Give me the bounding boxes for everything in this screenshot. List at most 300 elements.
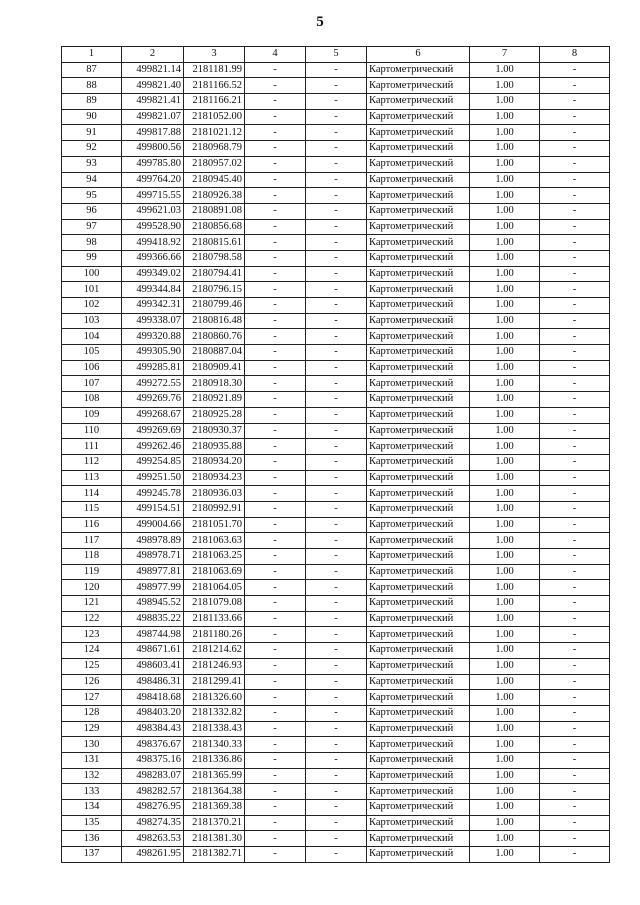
- table-row: [62, 109, 610, 125]
- point-number-cell: 109: [62, 407, 122, 423]
- column-header: 7: [470, 47, 540, 63]
- method-cell: Картометрический: [367, 674, 470, 690]
- column-8-cell: -: [540, 768, 610, 784]
- table-row: [62, 705, 610, 721]
- method-cell: Картометрический: [367, 266, 470, 282]
- x-coordinate-cell: 499349.02: [122, 266, 184, 282]
- column-5-cell: -: [306, 188, 367, 204]
- x-coordinate-cell: 498418.68: [122, 690, 184, 706]
- column-8-cell: -: [540, 533, 610, 549]
- method-cell: Картометрический: [367, 439, 470, 455]
- column-4-cell: -: [245, 282, 306, 298]
- accuracy-cell: 1.00: [470, 235, 540, 251]
- column-8-cell: -: [540, 815, 610, 831]
- method-cell: Картометрический: [367, 690, 470, 706]
- table-row: [62, 800, 610, 816]
- accuracy-cell: 1.00: [470, 203, 540, 219]
- column-4-cell: -: [245, 329, 306, 345]
- y-coordinate-cell: 2180936.03: [184, 486, 245, 502]
- method-cell: Картометрический: [367, 109, 470, 125]
- method-cell: Картометрический: [367, 235, 470, 251]
- column-5-cell: -: [306, 549, 367, 565]
- column-5-cell: -: [306, 737, 367, 753]
- column-8-cell: -: [540, 831, 610, 847]
- y-coordinate-cell: 2181340.33: [184, 737, 245, 753]
- accuracy-cell: 1.00: [470, 78, 540, 94]
- x-coordinate-cell: 498977.81: [122, 564, 184, 580]
- column-8-cell: -: [540, 501, 610, 517]
- table-row: [62, 94, 610, 110]
- column-header: 2: [122, 47, 184, 63]
- column-5-cell: -: [306, 658, 367, 674]
- x-coordinate-cell: 499154.51: [122, 501, 184, 517]
- method-cell: Картометрический: [367, 752, 470, 768]
- column-5-cell: -: [306, 752, 367, 768]
- page-number: 5: [316, 14, 324, 30]
- method-cell: Картометрический: [367, 768, 470, 784]
- x-coordinate-cell: 499262.46: [122, 439, 184, 455]
- accuracy-cell: 1.00: [470, 815, 540, 831]
- column-4-cell: -: [245, 847, 306, 863]
- x-coordinate-cell: 499285.81: [122, 360, 184, 376]
- column-8-cell: -: [540, 486, 610, 502]
- table-row: [62, 549, 610, 565]
- table-row: [62, 454, 610, 470]
- column-5-cell: -: [306, 847, 367, 863]
- column-5-cell: -: [306, 266, 367, 282]
- y-coordinate-cell: 2180798.58: [184, 250, 245, 266]
- method-cell: Картометрический: [367, 392, 470, 408]
- x-coordinate-cell: 498945.52: [122, 596, 184, 612]
- x-coordinate-cell: 498274.35: [122, 815, 184, 831]
- point-number-cell: 116: [62, 517, 122, 533]
- column-8-cell: -: [540, 329, 610, 345]
- point-number-cell: 126: [62, 674, 122, 690]
- method-cell: Картометрический: [367, 172, 470, 188]
- table-row: [62, 250, 610, 266]
- table-row: [62, 721, 610, 737]
- y-coordinate-cell: 2181369.38: [184, 800, 245, 816]
- point-number-cell: 93: [62, 156, 122, 172]
- accuracy-cell: 1.00: [470, 62, 540, 78]
- y-coordinate-cell: 2180816.48: [184, 313, 245, 329]
- x-coordinate-cell: 499821.40: [122, 78, 184, 94]
- column-5-cell: -: [306, 533, 367, 549]
- column-8-cell: -: [540, 407, 610, 423]
- table-row: [62, 611, 610, 627]
- y-coordinate-cell: 2181299.41: [184, 674, 245, 690]
- x-coordinate-cell: 498282.57: [122, 784, 184, 800]
- column-4-cell: -: [245, 78, 306, 94]
- column-8-cell: -: [540, 156, 610, 172]
- x-coordinate-cell: 499268.67: [122, 407, 184, 423]
- column-5-cell: -: [306, 62, 367, 78]
- y-coordinate-cell: 2180934.20: [184, 454, 245, 470]
- column-4-cell: -: [245, 752, 306, 768]
- y-coordinate-cell: 2180992.91: [184, 501, 245, 517]
- column-5-cell: -: [306, 360, 367, 376]
- column-8-cell: -: [540, 658, 610, 674]
- x-coordinate-cell: 499305.90: [122, 345, 184, 361]
- column-5-cell: -: [306, 141, 367, 157]
- table-row: [62, 439, 610, 455]
- column-5-cell: -: [306, 219, 367, 235]
- point-number-cell: 96: [62, 203, 122, 219]
- y-coordinate-cell: 2181063.25: [184, 549, 245, 565]
- method-cell: Картометрический: [367, 800, 470, 816]
- column-4-cell: -: [245, 580, 306, 596]
- column-5-cell: -: [306, 501, 367, 517]
- accuracy-cell: 1.00: [470, 517, 540, 533]
- accuracy-cell: 1.00: [470, 266, 540, 282]
- accuracy-cell: 1.00: [470, 109, 540, 125]
- point-number-cell: 120: [62, 580, 122, 596]
- point-number-cell: 110: [62, 423, 122, 439]
- table-row: [62, 188, 610, 204]
- column-4-cell: -: [245, 533, 306, 549]
- column-5-cell: -: [306, 329, 367, 345]
- method-cell: Картометрический: [367, 250, 470, 266]
- x-coordinate-cell: 499817.88: [122, 125, 184, 141]
- method-cell: Картометрический: [367, 705, 470, 721]
- point-number-cell: 104: [62, 329, 122, 345]
- x-coordinate-cell: 499254.85: [122, 454, 184, 470]
- x-coordinate-cell: 498744.98: [122, 627, 184, 643]
- column-5-cell: -: [306, 235, 367, 251]
- column-4-cell: -: [245, 596, 306, 612]
- accuracy-cell: 1.00: [470, 439, 540, 455]
- method-cell: Картометрический: [367, 721, 470, 737]
- method-cell: Картометрический: [367, 549, 470, 565]
- column-8-cell: -: [540, 392, 610, 408]
- method-cell: Картометрический: [367, 282, 470, 298]
- x-coordinate-cell: 499621.03: [122, 203, 184, 219]
- accuracy-cell: 1.00: [470, 690, 540, 706]
- column-5-cell: -: [306, 454, 367, 470]
- y-coordinate-cell: 2181133.66: [184, 611, 245, 627]
- point-number-cell: 128: [62, 705, 122, 721]
- point-number-cell: 133: [62, 784, 122, 800]
- column-8-cell: -: [540, 721, 610, 737]
- table-header-row: [62, 47, 610, 63]
- column-8-cell: -: [540, 784, 610, 800]
- accuracy-cell: 1.00: [470, 345, 540, 361]
- x-coordinate-cell: 499272.55: [122, 376, 184, 392]
- x-coordinate-cell: 499251.50: [122, 470, 184, 486]
- column-8-cell: -: [540, 250, 610, 266]
- column-4-cell: -: [245, 705, 306, 721]
- y-coordinate-cell: 2181021.12: [184, 125, 245, 141]
- y-coordinate-cell: 2181064.05: [184, 580, 245, 596]
- column-8-cell: -: [540, 219, 610, 235]
- point-number-cell: 135: [62, 815, 122, 831]
- column-4-cell: -: [245, 674, 306, 690]
- column-4-cell: -: [245, 517, 306, 533]
- table-row: [62, 815, 610, 831]
- column-4-cell: -: [245, 768, 306, 784]
- column-5-cell: -: [306, 690, 367, 706]
- column-5-cell: -: [306, 627, 367, 643]
- y-coordinate-cell: 2180925.28: [184, 407, 245, 423]
- point-number-cell: 100: [62, 266, 122, 282]
- point-number-cell: 98: [62, 235, 122, 251]
- column-4-cell: -: [245, 815, 306, 831]
- column-5-cell: -: [306, 470, 367, 486]
- column-4-cell: -: [245, 345, 306, 361]
- method-cell: Картометрический: [367, 517, 470, 533]
- column-5-cell: -: [306, 721, 367, 737]
- table-row: [62, 298, 610, 314]
- column-5-cell: -: [306, 580, 367, 596]
- column-header: 4: [245, 47, 306, 63]
- table-row: [62, 313, 610, 329]
- table-row: [62, 329, 610, 345]
- y-coordinate-cell: 2180968.79: [184, 141, 245, 157]
- column-4-cell: -: [245, 643, 306, 659]
- x-coordinate-cell: 499821.41: [122, 94, 184, 110]
- point-number-cell: 127: [62, 690, 122, 706]
- point-number-cell: 102: [62, 298, 122, 314]
- point-number-cell: 115: [62, 501, 122, 517]
- table-row: [62, 737, 610, 753]
- table-row: [62, 219, 610, 235]
- point-number-cell: 134: [62, 800, 122, 816]
- method-cell: Картометрический: [367, 737, 470, 753]
- column-8-cell: -: [540, 705, 610, 721]
- accuracy-cell: 1.00: [470, 219, 540, 235]
- column-4-cell: -: [245, 360, 306, 376]
- method-cell: Картометрический: [367, 188, 470, 204]
- y-coordinate-cell: 2181051.70: [184, 517, 245, 533]
- point-number-cell: 108: [62, 392, 122, 408]
- column-5-cell: -: [306, 407, 367, 423]
- method-cell: Картометрический: [367, 141, 470, 157]
- column-4-cell: -: [245, 784, 306, 800]
- table-body: [62, 62, 610, 862]
- y-coordinate-cell: 2181364.38: [184, 784, 245, 800]
- x-coordinate-cell: 499004.66: [122, 517, 184, 533]
- column-8-cell: -: [540, 580, 610, 596]
- table-row: [62, 658, 610, 674]
- point-number-cell: 131: [62, 752, 122, 768]
- method-cell: Картометрический: [367, 219, 470, 235]
- y-coordinate-cell: 2180860.76: [184, 329, 245, 345]
- column-4-cell: -: [245, 250, 306, 266]
- y-coordinate-cell: 2181052.00: [184, 109, 245, 125]
- method-cell: Картометрический: [367, 815, 470, 831]
- column-8-cell: -: [540, 266, 610, 282]
- point-number-cell: 90: [62, 109, 122, 125]
- column-4-cell: -: [245, 423, 306, 439]
- x-coordinate-cell: 498978.89: [122, 533, 184, 549]
- point-number-cell: 92: [62, 141, 122, 157]
- point-number-cell: 99: [62, 250, 122, 266]
- x-coordinate-cell: 499344.84: [122, 282, 184, 298]
- y-coordinate-cell: 2180934.23: [184, 470, 245, 486]
- x-coordinate-cell: 498671.61: [122, 643, 184, 659]
- y-coordinate-cell: 2181079.08: [184, 596, 245, 612]
- column-5-cell: -: [306, 517, 367, 533]
- column-4-cell: -: [245, 109, 306, 125]
- method-cell: Картометрический: [367, 847, 470, 863]
- point-number-cell: 114: [62, 486, 122, 502]
- y-coordinate-cell: 2181180.26: [184, 627, 245, 643]
- column-8-cell: -: [540, 360, 610, 376]
- column-5-cell: -: [306, 78, 367, 94]
- column-8-cell: -: [540, 690, 610, 706]
- method-cell: Картометрический: [367, 580, 470, 596]
- coordinates-table: [61, 46, 610, 863]
- accuracy-cell: 1.00: [470, 392, 540, 408]
- table-row: [62, 78, 610, 94]
- method-cell: Картометрический: [367, 156, 470, 172]
- x-coordinate-cell: 499366.66: [122, 250, 184, 266]
- point-number-cell: 130: [62, 737, 122, 753]
- column-8-cell: -: [540, 674, 610, 690]
- column-5-cell: -: [306, 674, 367, 690]
- table-row: [62, 376, 610, 392]
- y-coordinate-cell: 2180815.61: [184, 235, 245, 251]
- column-8-cell: -: [540, 298, 610, 314]
- table-row: [62, 266, 610, 282]
- column-8-cell: -: [540, 282, 610, 298]
- point-number-cell: 119: [62, 564, 122, 580]
- accuracy-cell: 1.00: [470, 188, 540, 204]
- point-number-cell: 101: [62, 282, 122, 298]
- point-number-cell: 105: [62, 345, 122, 361]
- column-5-cell: -: [306, 250, 367, 266]
- accuracy-cell: 1.00: [470, 831, 540, 847]
- method-cell: Картометрический: [367, 533, 470, 549]
- column-4-cell: -: [245, 800, 306, 816]
- column-4-cell: -: [245, 407, 306, 423]
- point-number-cell: 111: [62, 439, 122, 455]
- accuracy-cell: 1.00: [470, 407, 540, 423]
- y-coordinate-cell: 2180856.68: [184, 219, 245, 235]
- column-4-cell: -: [245, 203, 306, 219]
- accuracy-cell: 1.00: [470, 454, 540, 470]
- x-coordinate-cell: 498263.53: [122, 831, 184, 847]
- column-8-cell: -: [540, 643, 610, 659]
- column-8-cell: -: [540, 439, 610, 455]
- point-number-cell: 113: [62, 470, 122, 486]
- method-cell: Картометрический: [367, 611, 470, 627]
- y-coordinate-cell: 2180887.04: [184, 345, 245, 361]
- column-5-cell: -: [306, 439, 367, 455]
- column-4-cell: -: [245, 94, 306, 110]
- column-5-cell: -: [306, 815, 367, 831]
- y-coordinate-cell: 2181214.62: [184, 643, 245, 659]
- column-5-cell: -: [306, 486, 367, 502]
- point-number-cell: 129: [62, 721, 122, 737]
- column-5-cell: -: [306, 313, 367, 329]
- column-8-cell: -: [540, 564, 610, 580]
- x-coordinate-cell: 498261.95: [122, 847, 184, 863]
- column-8-cell: -: [540, 627, 610, 643]
- table-row: [62, 345, 610, 361]
- column-4-cell: -: [245, 141, 306, 157]
- accuracy-cell: 1.00: [470, 172, 540, 188]
- x-coordinate-cell: 498835.22: [122, 611, 184, 627]
- y-coordinate-cell: 2181326.60: [184, 690, 245, 706]
- accuracy-cell: 1.00: [470, 423, 540, 439]
- method-cell: Картометрический: [367, 407, 470, 423]
- point-number-cell: 118: [62, 549, 122, 565]
- x-coordinate-cell: 498403.20: [122, 705, 184, 721]
- column-4-cell: -: [245, 690, 306, 706]
- accuracy-cell: 1.00: [470, 580, 540, 596]
- y-coordinate-cell: 2181381.30: [184, 831, 245, 847]
- x-coordinate-cell: 499418.92: [122, 235, 184, 251]
- column-4-cell: -: [245, 486, 306, 502]
- x-coordinate-cell: 498384.43: [122, 721, 184, 737]
- column-8-cell: -: [540, 313, 610, 329]
- column-5-cell: -: [306, 156, 367, 172]
- column-5-cell: -: [306, 800, 367, 816]
- y-coordinate-cell: 2180921.89: [184, 392, 245, 408]
- column-4-cell: -: [245, 313, 306, 329]
- column-4-cell: -: [245, 658, 306, 674]
- column-header: 5: [306, 47, 367, 63]
- method-cell: Картометрический: [367, 470, 470, 486]
- method-cell: Картометрический: [367, 345, 470, 361]
- column-8-cell: -: [540, 800, 610, 816]
- column-8-cell: -: [540, 596, 610, 612]
- column-8-cell: -: [540, 847, 610, 863]
- point-number-cell: 137: [62, 847, 122, 863]
- point-number-cell: 94: [62, 172, 122, 188]
- accuracy-cell: 1.00: [470, 549, 540, 565]
- column-8-cell: -: [540, 141, 610, 157]
- column-4-cell: -: [245, 392, 306, 408]
- table-row: [62, 62, 610, 78]
- x-coordinate-cell: 498376.67: [122, 737, 184, 753]
- y-coordinate-cell: 2180794.41: [184, 266, 245, 282]
- accuracy-cell: 1.00: [470, 611, 540, 627]
- table-row: [62, 752, 610, 768]
- point-number-cell: 88: [62, 78, 122, 94]
- table-row: [62, 831, 610, 847]
- table-row: [62, 172, 610, 188]
- accuracy-cell: 1.00: [470, 627, 540, 643]
- method-cell: Картометрический: [367, 203, 470, 219]
- column-5-cell: -: [306, 172, 367, 188]
- accuracy-cell: 1.00: [470, 376, 540, 392]
- column-5-cell: -: [306, 109, 367, 125]
- column-8-cell: -: [540, 109, 610, 125]
- y-coordinate-cell: 2181370.21: [184, 815, 245, 831]
- column-5-cell: -: [306, 564, 367, 580]
- accuracy-cell: 1.00: [470, 658, 540, 674]
- column-4-cell: -: [245, 219, 306, 235]
- method-cell: Картометрический: [367, 376, 470, 392]
- accuracy-cell: 1.00: [470, 737, 540, 753]
- x-coordinate-cell: 499785.80: [122, 156, 184, 172]
- method-cell: Картометрический: [367, 94, 470, 110]
- column-5-cell: -: [306, 376, 367, 392]
- column-5-cell: -: [306, 125, 367, 141]
- method-cell: Картометрический: [367, 501, 470, 517]
- accuracy-cell: 1.00: [470, 768, 540, 784]
- point-number-cell: 122: [62, 611, 122, 627]
- column-4-cell: -: [245, 298, 306, 314]
- column-5-cell: -: [306, 423, 367, 439]
- accuracy-cell: 1.00: [470, 360, 540, 376]
- column-4-cell: -: [245, 266, 306, 282]
- column-4-cell: -: [245, 156, 306, 172]
- table-row: [62, 141, 610, 157]
- column-8-cell: -: [540, 188, 610, 204]
